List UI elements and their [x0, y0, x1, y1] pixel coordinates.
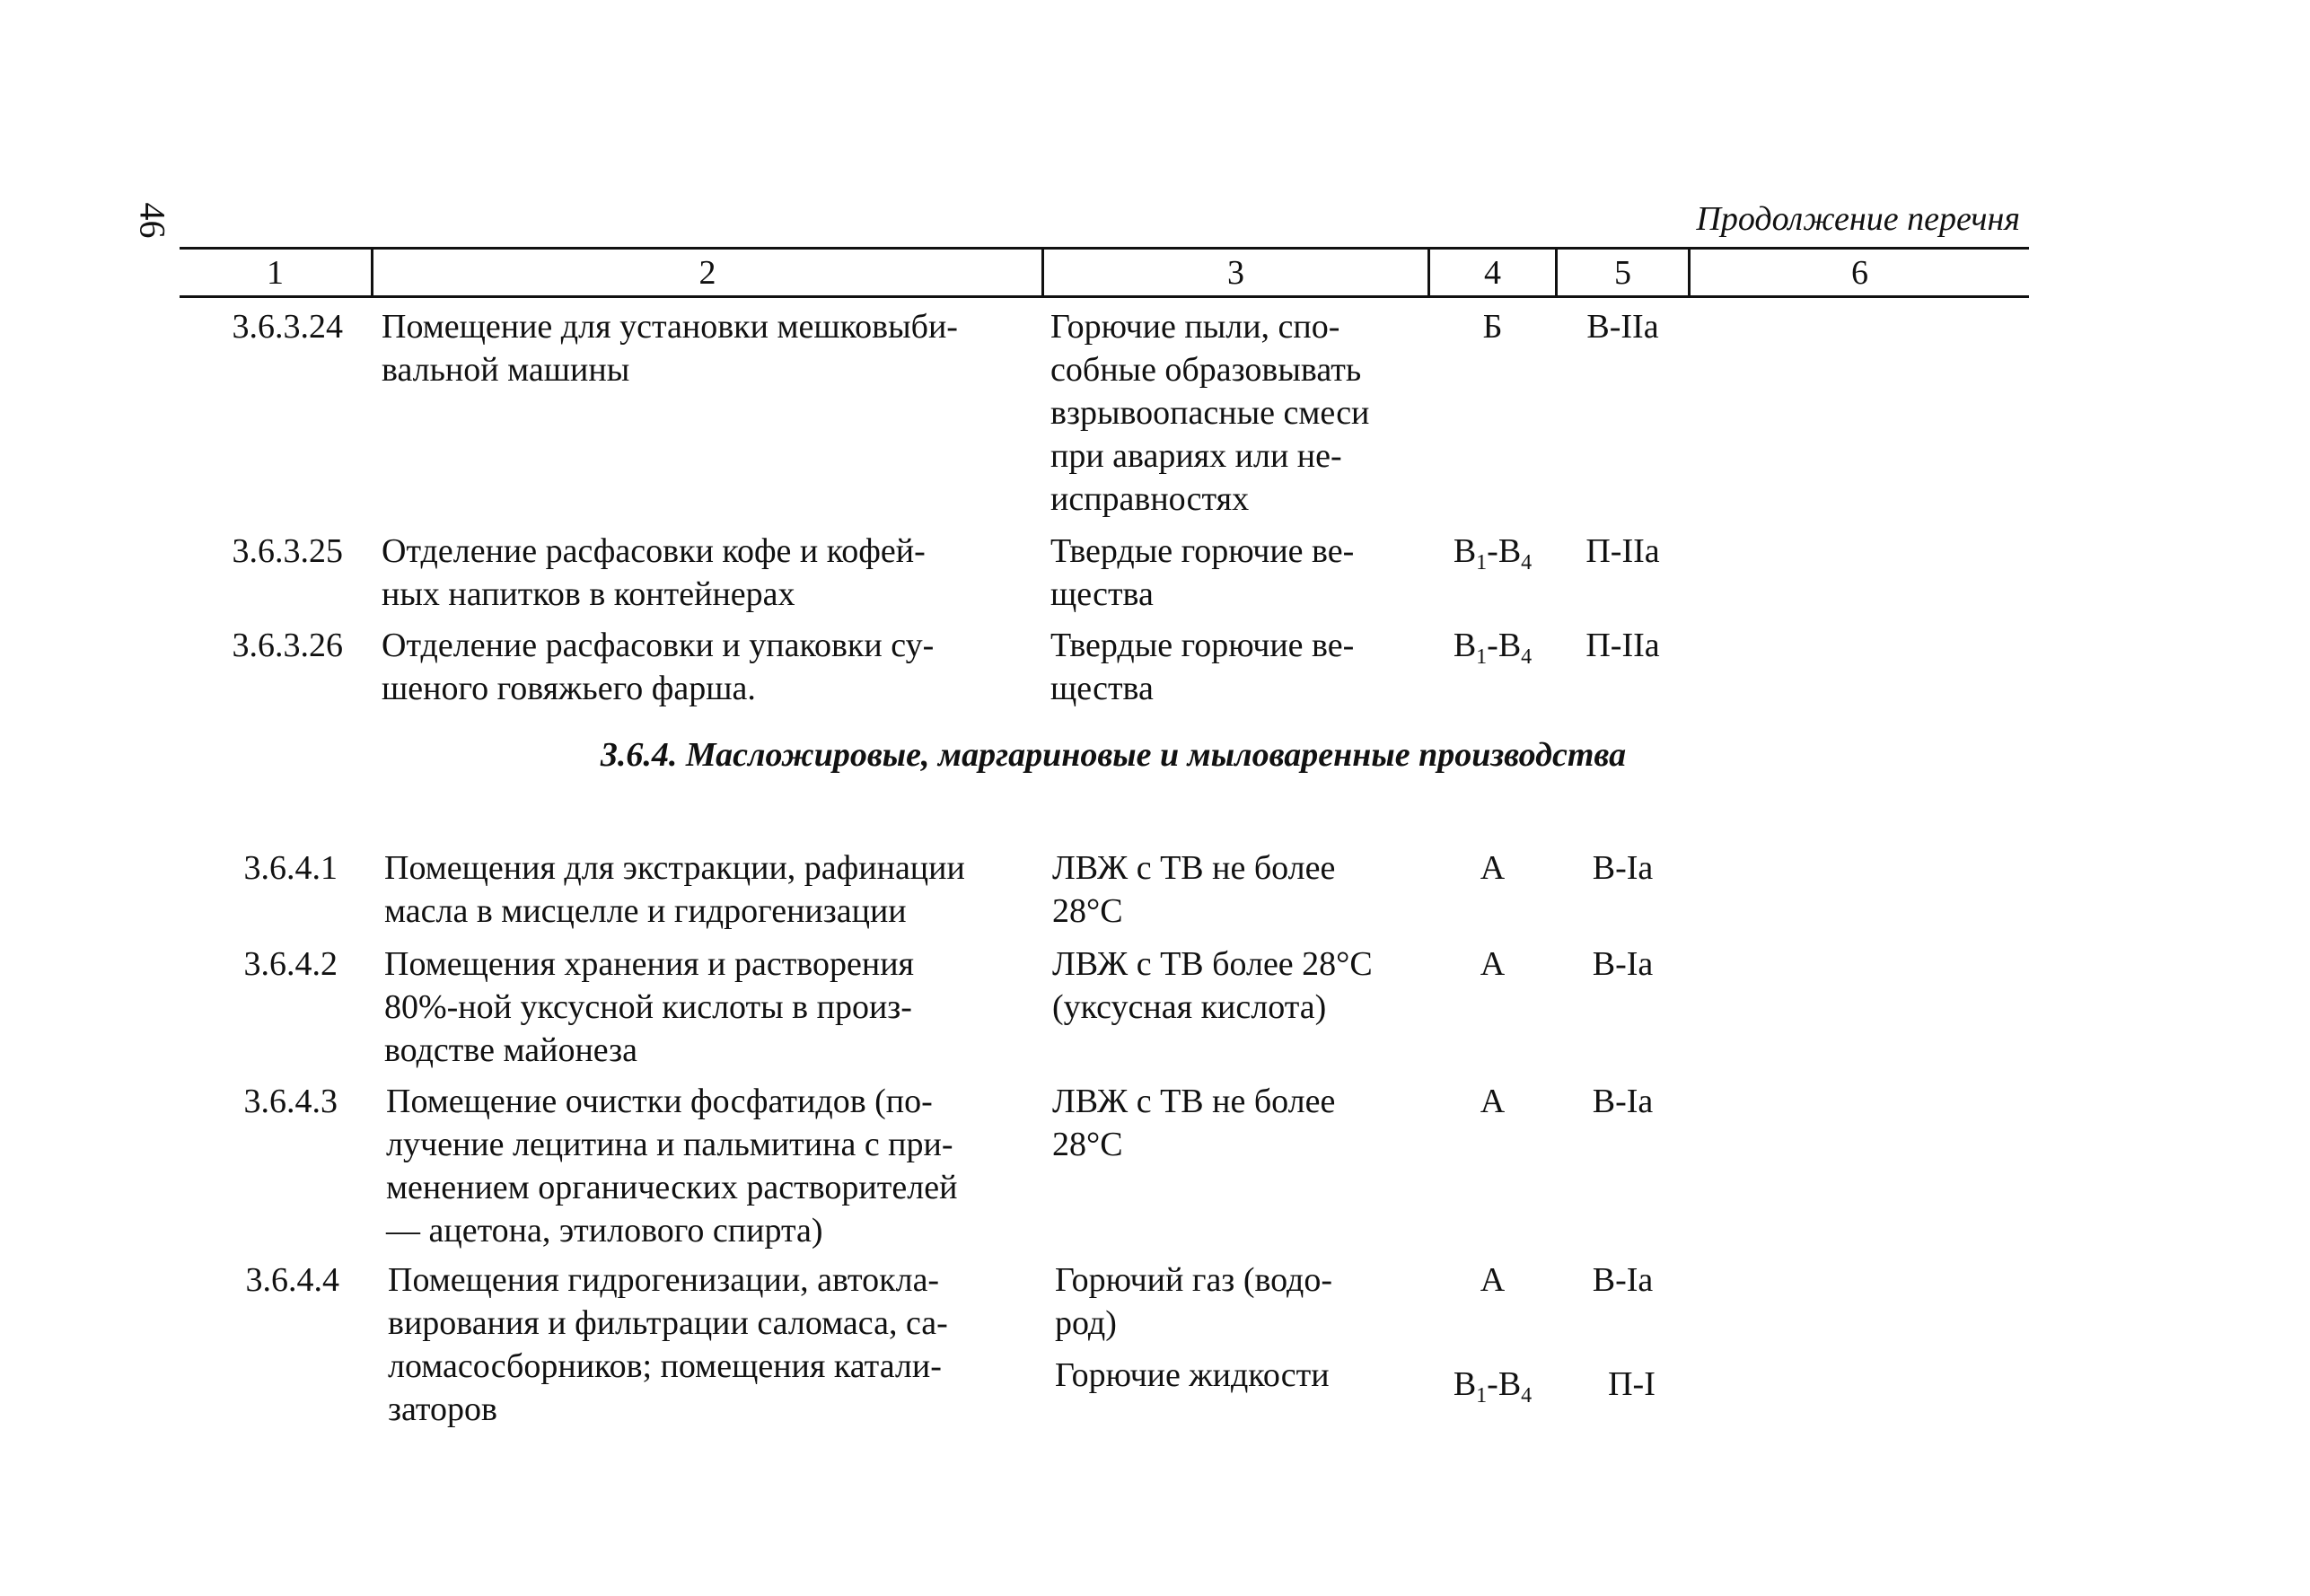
row-category: $В_1-В_4$	[1453, 532, 1533, 574]
section-title: 3.6.4. Масложировые, маргариновые и мыловаренные производства	[600, 736, 1627, 774]
row-name: Помещения гидрогенизации, автокла- вирования и фильтрации саломаса, са- ломасосборников; помещения катали- заторов	[388, 1261, 948, 1428]
header-col-3: 3	[1227, 254, 1244, 292]
row-zone: В-IIа	[1586, 308, 1659, 346]
row-code: 3.6.3.24	[232, 308, 343, 346]
row-substance: Твердые горючие ве- щества	[1050, 627, 1355, 707]
row-substance-secondary: Горючие жидкости	[1055, 1356, 1330, 1394]
row-name: Помещения хранения и растворения 80%-ной уксусной кислоты в произ- водстве майонеза	[384, 945, 915, 1069]
row-code: 3.6.4.3	[243, 1083, 338, 1120]
row-substance: ЛВЖ с ТВ не более 28°С	[1052, 1083, 1336, 1163]
table-header-bottom-rule	[180, 295, 2029, 298]
row-name: Отделение расфасовки кофе и кофей- ных напитков в контейнерах	[382, 532, 926, 613]
row-code: 3.6.3.26	[232, 627, 343, 664]
row-zone: В-Iа	[1592, 1261, 1654, 1299]
continuation-label: Продолжение перечня	[1696, 200, 2020, 238]
row-substance: Горючий газ (водо- род)	[1055, 1261, 1333, 1342]
row-name: Помещения для экстракции, рафинации масла в мисцелле и гидрогенизации	[384, 849, 965, 930]
row-name: Помещение для установки мешковыби- вальной машины	[382, 308, 958, 389]
row-substance: Горючие пыли, спо- собные образовывать взрывоопасные смеси при авариях или не- исправностях	[1050, 308, 1370, 518]
header-col-6: 6	[1851, 254, 1868, 292]
row-code: 3.6.4.2	[243, 945, 338, 983]
row-name: Отделение расфасовки и упаковки су- шеного говяжьего фарша.	[382, 627, 935, 707]
table-header-top-rule	[180, 247, 2029, 250]
row-zone: В-Iа	[1592, 1083, 1654, 1120]
row-category: А	[1480, 1083, 1506, 1120]
row-code: 3.6.4.1	[243, 849, 338, 887]
row-zone: В-Iа	[1592, 945, 1654, 983]
page-number: 46	[132, 202, 173, 239]
header-col-2: 2	[698, 254, 716, 292]
row-zone-secondary: П-I	[1608, 1365, 1656, 1403]
row-category: Б	[1482, 308, 1503, 346]
row-category-secondary: $В_1-В_4$	[1453, 1365, 1533, 1407]
row-substance: ЛВЖ с ТВ более 28°С (уксусная кислота)	[1052, 945, 1373, 1026]
row-zone: В-Iа	[1592, 849, 1654, 887]
row-category: А	[1480, 849, 1506, 887]
row-zone: П-IIа	[1585, 627, 1660, 664]
row-zone: П-IIа	[1585, 532, 1660, 570]
row-category: $В_1-В_4$	[1453, 627, 1533, 669]
header-col-4: 4	[1484, 254, 1501, 292]
row-substance: ЛВЖ с ТВ не более 28°С	[1052, 849, 1336, 930]
row-code: 3.6.3.25	[232, 532, 343, 570]
row-name: Помещение очистки фосфатидов (по- лучение лецитина и пальмитина с при- менением органических растворителей — ацетона, этилового спирта)	[386, 1083, 958, 1250]
header-col-5: 5	[1614, 254, 1631, 292]
row-category: А	[1480, 1261, 1506, 1299]
row-substance: Твердые горючие ве- щества	[1050, 532, 1355, 613]
header-col-1: 1	[267, 254, 284, 292]
row-category: А	[1480, 945, 1506, 983]
row-code: 3.6.4.4	[245, 1261, 339, 1299]
